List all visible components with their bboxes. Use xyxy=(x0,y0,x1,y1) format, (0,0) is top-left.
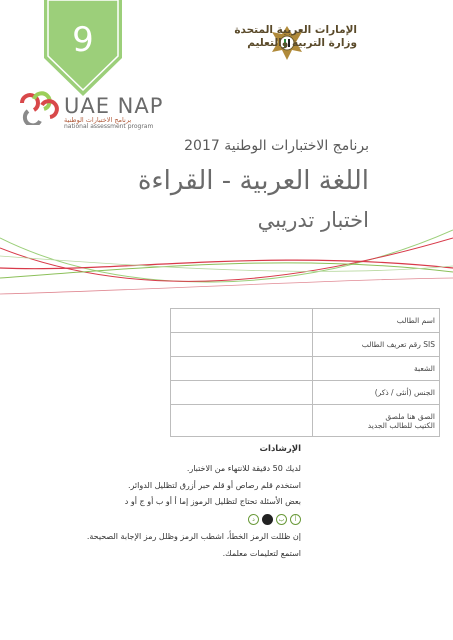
instruction-line: استخدم قلم رصاص أو قلم حبر أزرق لتظليل الدوائر. xyxy=(127,480,301,490)
nap-logo-icon xyxy=(18,89,62,125)
program-title: برنامج الاختبارات الوطنية 2017 xyxy=(184,138,369,154)
label-sticker xyxy=(313,405,440,437)
test-type: اختبار تدريبي xyxy=(257,208,369,232)
student-info-table xyxy=(170,308,440,437)
ministry-title xyxy=(234,24,357,50)
field-sticker[interactable] xyxy=(171,405,313,437)
bubble-icon: د xyxy=(248,514,259,525)
instructions-title: الإرشادات xyxy=(259,444,301,454)
label-sticker-line1: الصق هنا ملصق xyxy=(385,411,435,421)
logo-arabic: برنامج الاختبارات الوطنية xyxy=(64,116,132,124)
field-student-name[interactable] xyxy=(171,309,313,333)
instruction-line: استمع لتعليمات معلمك. xyxy=(222,548,301,558)
bubble-icon: ب xyxy=(276,514,287,525)
table-row xyxy=(171,333,440,357)
label-student-name: اسم الطالب xyxy=(313,309,440,333)
field-section[interactable] xyxy=(171,357,313,381)
bubble-row xyxy=(248,514,301,525)
table-row xyxy=(171,357,440,381)
instruction-line: إن ظللت الرمز الخطأ، اشطب الرمز وظلل رمز الإجابة الصحيحة. xyxy=(86,532,301,541)
table-row xyxy=(171,381,440,405)
filled-bubble-icon xyxy=(262,514,273,525)
uae-name: الإمارات العربية المتحدة xyxy=(234,24,357,36)
bubble-example xyxy=(87,514,301,525)
logo-name: UAE NAP xyxy=(64,94,164,118)
label-gender: الجنس (أنثى / ذكر) xyxy=(313,381,440,405)
table-row xyxy=(171,405,440,437)
instructions xyxy=(87,444,301,565)
logo-english: national assessment program xyxy=(64,123,154,130)
label-section: الشعبة xyxy=(313,357,440,381)
instruction-line: لديك 50 دقيقة للانتهاء من الاختبار. xyxy=(186,464,301,473)
field-gender[interactable] xyxy=(171,381,313,405)
decorative-waves xyxy=(0,228,453,318)
ministry-name: وزارة التربية والتعليم xyxy=(247,37,357,49)
table-row xyxy=(171,309,440,333)
instruction-line: بعض الأسئلة تحتاج لتظليل الرموز إما أ أو ب أو ج أو د xyxy=(124,497,301,506)
subject-title: اللغة العربية - القراءة xyxy=(137,166,369,196)
field-sis[interactable] xyxy=(171,333,313,357)
bubble-icon: أ xyxy=(290,514,301,525)
grade-number: 9 xyxy=(72,20,94,60)
label-sticker-line2: الكتيب للطالب الجديد xyxy=(367,420,435,430)
label-sis: SIS رقم تعريف الطالب xyxy=(313,333,440,357)
